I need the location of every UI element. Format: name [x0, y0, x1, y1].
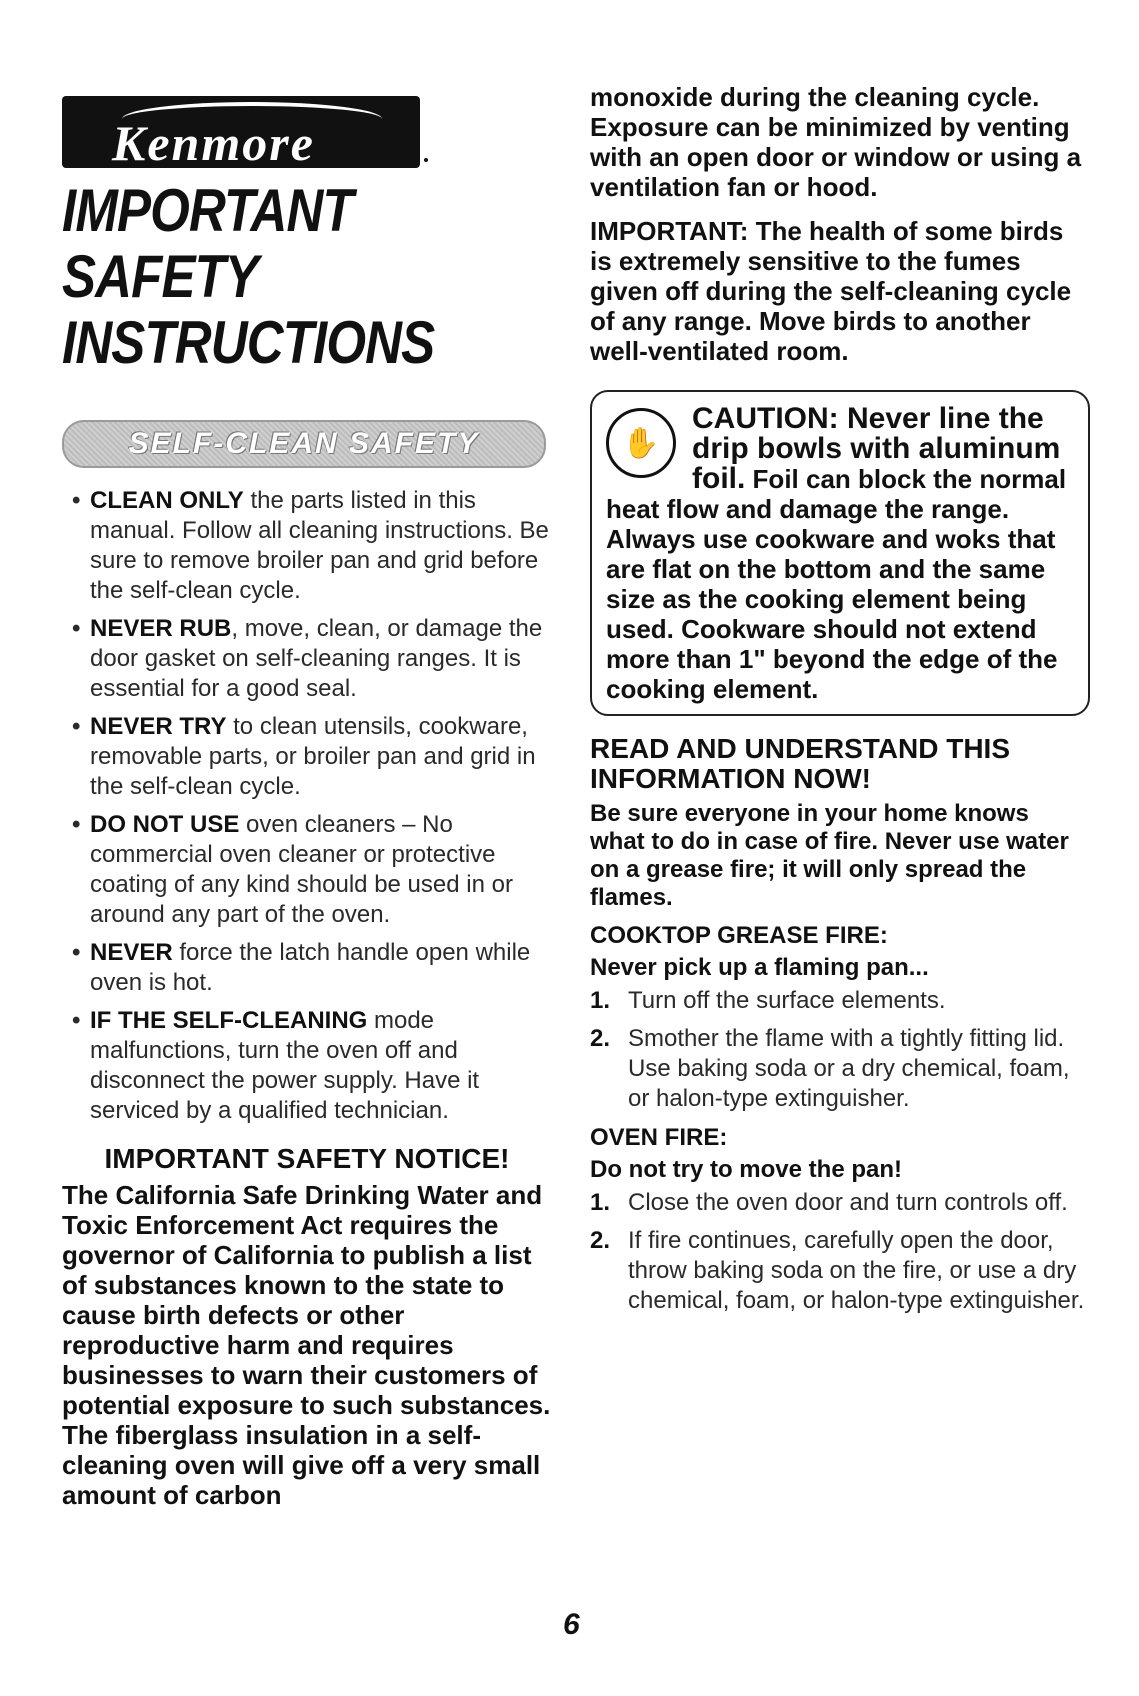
- bullet-bold: NEVER RUB: [90, 615, 232, 642]
- left-column: [62, 82, 552, 1510]
- bullet-bold: NEVER: [90, 939, 173, 966]
- safety-notice-body: The California Safe Drinking Water and Toxic Enforcement Act requires the governor of California to publish a list of substances known to the state to cause birth defects or other reproductive harm and requires businesses to warn their customers of potential exposure to such substances. The fiberglass insulation in a self-cleaning oven will give off a very small amount of carbon: [62, 1180, 551, 1510]
- logo-text: Kenmore: [112, 115, 315, 168]
- step-text: Turn off the surface elements.: [628, 987, 946, 1014]
- logo-dot: [424, 158, 428, 162]
- bullet-item: [62, 810, 552, 930]
- bullet-bold: CLEAN ONLY: [90, 487, 244, 514]
- bullet-text: mode malfunctions, turn the oven off and disconnect the power supply. Have it serviced by a qualified technician.: [90, 1007, 480, 1124]
- bullet-text: , move, clean, or damage the door gasket on self-cleaning ranges. It is essential for a good seal.: [90, 615, 543, 702]
- caution-box: [590, 390, 1090, 716]
- step-item: [590, 1024, 1090, 1114]
- bullet-text: force the latch handle open while oven is hot.: [90, 939, 531, 996]
- bullet-bold: NEVER TRY: [90, 713, 227, 740]
- safety-notice-continued: monoxide during the cleaning cycle. Exposure can be minimized by venting with an open door or window or using a ventilation fan or hood.: [590, 82, 1082, 202]
- cooktop-fire-head: COOKTOP GREASE FIRE:: [590, 922, 888, 949]
- bullet-item: [62, 486, 552, 606]
- kenmore-logo: [62, 82, 462, 174]
- step-number: 1.: [590, 987, 611, 1014]
- step-item: [590, 1226, 1090, 1316]
- bullet-text: oven cleaners – No commercial oven cleaner or protective coating of any kind should be used in or around any part of the oven.: [90, 811, 513, 928]
- logo-background: [62, 96, 420, 168]
- bullet-item: [62, 712, 552, 802]
- right-column: [590, 82, 1090, 1324]
- oven-fire-head: OVEN FIRE:: [590, 1124, 728, 1151]
- bullet-item: [62, 938, 552, 998]
- page-number: 6: [563, 1608, 580, 1641]
- page-title-line2: INSTRUCTIONS: [62, 309, 435, 376]
- read-understand-title: READ AND UNDERSTAND THIS INFORMATION NOW!: [590, 733, 1010, 794]
- page-title: [62, 178, 538, 376]
- step-item: [590, 1188, 1090, 1218]
- step-number: 2.: [590, 1025, 611, 1052]
- step-number: 2.: [590, 1227, 611, 1254]
- self-clean-safety-banner: [62, 420, 546, 468]
- bullet-item: [62, 1006, 552, 1126]
- cooktop-fire-sub: Never pick up a flaming pan...: [590, 954, 929, 981]
- step-text: If fire continues, carefully open the door, throw baking soda on the fire, or use a dry chemical, foam, or halon-type extinguisher.: [628, 1227, 1085, 1314]
- birds-warning: IMPORTANT: The health of some birds is extremely sensitive to the fumes given off during the self-cleaning cycle of any range. Move birds to another well-ventilated room.: [590, 216, 1072, 366]
- caution-text: [606, 404, 1074, 704]
- stop-hand-icon: ✋: [606, 408, 676, 478]
- self-clean-bullet-list: [62, 486, 552, 1126]
- bullet-item: [62, 614, 552, 704]
- bullet-text: to clean utensils, cookware, removable parts, or broiler pan and grid in the self-clean cycle.: [90, 713, 536, 800]
- step-item: [590, 986, 1090, 1016]
- step-text: Smother the flame with a tightly fitting lid. Use baking soda or a dry chemical, foam, or halon-type extinguisher.: [628, 1025, 1070, 1112]
- oven-fire-sub: Do not try to move the pan!: [590, 1156, 902, 1183]
- banner-label: SELF-CLEAN SAFETY: [128, 427, 480, 460]
- oven-steps: [590, 1188, 1090, 1316]
- step-text: Close the oven door and turn controls off.: [628, 1189, 1068, 1216]
- read-understand-body: Be sure everyone in your home knows what to do in case of fire. Never use water on a grease fire; it will only spread the flames.: [590, 800, 1069, 911]
- caution-head: CAUTION: Never line the drip bowls with aluminum foil.: [692, 402, 1061, 495]
- bullet-text: the parts listed in this manual. Follow all cleaning instructions. Be sure to remove broiler pan and grid before the self-clean cycle.: [90, 487, 549, 604]
- bullet-bold: IF THE SELF-CLEANING: [90, 1007, 368, 1034]
- bullet-bold: DO NOT USE: [90, 811, 240, 838]
- safety-notice-title: IMPORTANT SAFETY NOTICE!: [104, 1143, 510, 1174]
- caution-body: Foil can block the normal heat flow and damage the range. Always use cookware and woks that are flat on the bottom and the same size as the cooking element being used. Cookware should not extend more than 1" beyond the edge of the cooking element.: [606, 464, 1067, 704]
- step-number: 1.: [590, 1189, 611, 1216]
- page-title-line1: IMPORTANT SAFETY: [62, 177, 353, 310]
- cooktop-steps: [590, 986, 1090, 1114]
